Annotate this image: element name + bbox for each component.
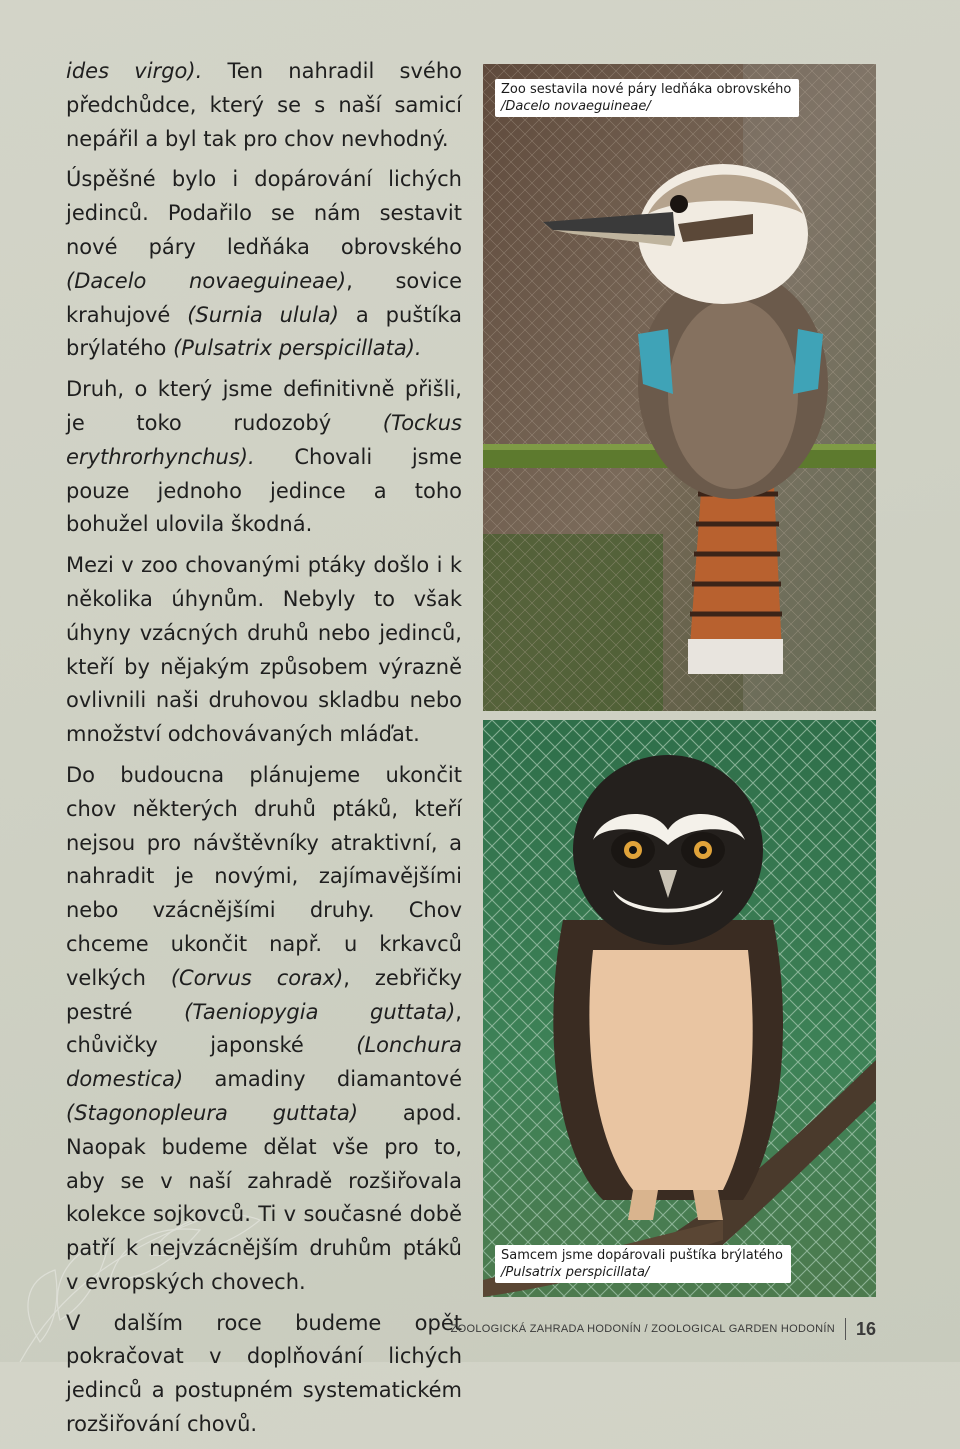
paragraph-text: apod. Naopak budeme dělat vše pro to, aby se v naší zahradě rozšiřovala kolekce sojkovců. Ti v současné době patří k nejvzácnějším druhům ptáků v evropských chovech. (66, 1100, 462, 1294)
page-footer (451, 1318, 876, 1340)
footer-divider (845, 1318, 846, 1340)
latin-name: ides virgo). (66, 59, 203, 83)
owl-caption (495, 1245, 791, 1283)
paragraph-text: amadiny diamantové (183, 1067, 462, 1092)
latin-name: (Corvus corax) (170, 965, 344, 990)
paragraph-text: Druh, o který jsme definitivně přišli, je toko rudozobý (66, 377, 462, 435)
paragraph-text: , chůvičky japonské (66, 999, 462, 1058)
paragraph-4: Mezi v zoo chovanými ptáky došlo i k několika úhynům. Nebyly to však úhyny vzácných druhů nebo jedinců, kteří by nějakým způsobem výrazně ovlivnili naši druhovou skladbu nebo množství odchovávaných mláďat. (66, 553, 462, 747)
paragraph-text: Do budoucna plánujeme ukončit chov některých druhů ptáků, kteří nejsou pro návštěvníky atraktivní, a nahradit je novými, zajímavějšími nebo vzácnějšími druhy. Chov chceme ukončit např. u krkavců velkých (66, 762, 462, 990)
caption-text: Zoo sestavila nové páry ledňáka obrovského (501, 82, 792, 97)
page-number: 16 (855, 1318, 876, 1339)
paragraph-text: , zebřičky pestré (66, 965, 463, 1024)
paragraph-5 (66, 759, 462, 1300)
caption-latin-name: /Pulsatrix perspicillata/ (501, 1265, 650, 1280)
article-text (66, 55, 462, 1449)
paragraph-2 (66, 163, 462, 366)
latin-name: (Lonchura domestica) (66, 1033, 462, 1092)
latin-name: (Dacelo novaeguineae) (66, 268, 347, 293)
latin-name: (Taeniopygia guttata) (184, 999, 456, 1024)
publication-name: ZOOLOGICKÁ ZAHRADA HODONÍN / ZOOLOGICAL GARDEN HODONÍN (450, 1323, 835, 1335)
kookaburra-caption (495, 79, 799, 117)
latin-name: (Pulsatrix perspicillata). (173, 336, 422, 361)
paragraph-text: a puštíka brýlatého (66, 302, 462, 361)
latin-name: (Tockus erythrorhynchus). (66, 410, 462, 469)
caption-latin-name: /Dacelo novaeguineae/ (501, 99, 651, 114)
paragraph-text: Ten nahradil svého předchůdce, který se s naší samicí nepářil a byl tak pro chov nevhodný. (66, 59, 462, 151)
paragraph-6: V dalším roce budeme opět pokračovat v doplňování lichých jedinců a postupném systematickém rozšiřování chovů. (66, 1310, 462, 1437)
latin-name: (Surnia ulula) (187, 302, 339, 327)
kookaburra-photo (483, 64, 876, 711)
paragraph-text: Chovali jsme pouze jednoho jedince a toho bohužel ulovila škodná. (66, 444, 462, 537)
spectacled-owl-photo (483, 720, 876, 1297)
paragraph-3 (66, 373, 462, 542)
paragraph-text: Úspěšné bylo i dopárování lichých jedinců. Podařilo se nám sestavit nové páry ledňáka obrovského (66, 167, 462, 259)
paragraph-text: , sovice krahujové (66, 268, 462, 327)
latin-name: (Stagonopleura guttata) (66, 1100, 359, 1125)
caption-text: Samcem jsme dopárovali puštíka brýlatého (501, 1248, 783, 1263)
paragraph-1 (66, 55, 462, 156)
